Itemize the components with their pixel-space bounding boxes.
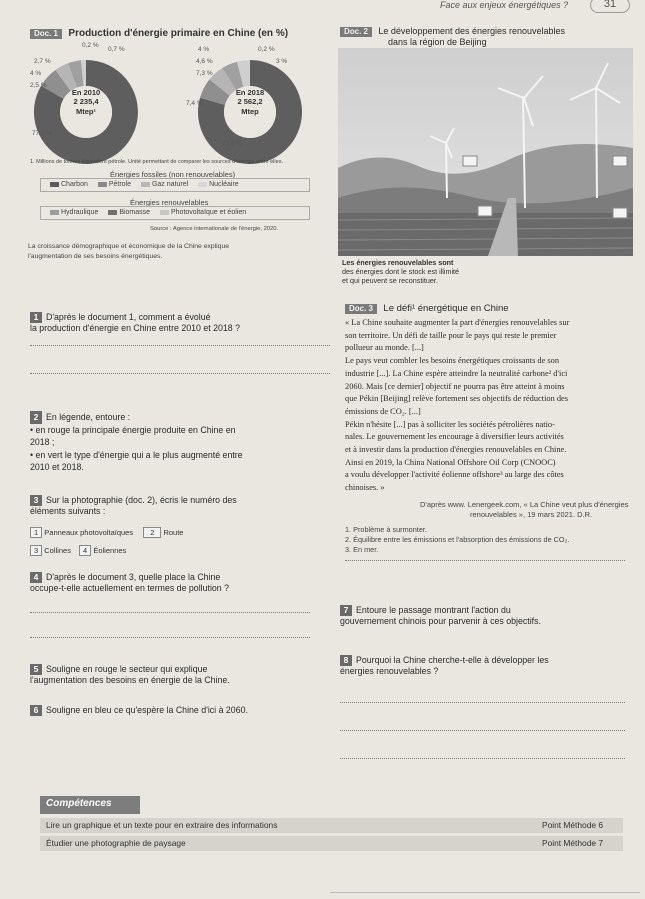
legend-hydro: Hydraulique [61, 209, 99, 216]
question-3 [30, 495, 237, 517]
answer-line-doc3[interactable] [345, 560, 625, 561]
doc1-source: Source : Agence internationale de l'énergie, 2020. [150, 226, 279, 232]
doc1-caption-1: La croissance démographique et économique de la Chine explique [28, 243, 230, 250]
bottom-divider [330, 892, 640, 893]
pie-2010-label: 2,5 % [30, 82, 47, 89]
doc2-header [340, 26, 630, 49]
pie-2010-label: 0,2 % [82, 42, 99, 49]
page-header-text: Face aux enjeux énergétiques ? [440, 0, 569, 10]
answer-line-8a[interactable] [340, 702, 625, 703]
coal-swatch [50, 182, 59, 187]
competence-row-1 [40, 818, 623, 833]
question-1-line: D'après le document 1, comment a évolué [46, 312, 211, 322]
legend-fossil-row [42, 181, 239, 190]
doc2-title-1: Le développement des énergies renouvelables [378, 26, 566, 36]
doc1-header [30, 28, 288, 41]
competence-row-2 [40, 836, 623, 851]
pie-2018-label: 4 % [198, 46, 210, 53]
photo-item-1-number: 1 [30, 527, 42, 538]
question-2-number: 2 [30, 411, 42, 424]
question-8 [340, 655, 549, 677]
competence-1-ref[interactable]: Point Méthode 6 [542, 820, 603, 830]
doc3-title: Le défi¹ énergétique en Chine [383, 303, 509, 314]
doc3-line: Ainsi en 2019, la China National Offshore Oil Corp (CNOOC) [345, 457, 556, 467]
photo-item-2-label: Route [163, 528, 184, 537]
doc1-footnote: 1. Millions de tonnes équivalent pétrole. Unité permettant de comparer les sources d'énergie entre elles. [30, 159, 283, 165]
question-2-line: 2018 ; [30, 437, 55, 448]
doc1-title: Production d'énergie primaire en Chine (en %) [68, 28, 289, 39]
pie-2018-label: 7,3 % [196, 70, 213, 77]
doc3-tag: Doc. 3 [345, 304, 377, 314]
question-1 [30, 312, 240, 334]
doc3-line: pollueur au monde. [...] [345, 343, 424, 353]
question-7-line: Entoure le passage montrant l'action du [356, 605, 511, 615]
doc3-line: que Pékin [Beijing] relève fortement ses objectifs de réduction des [345, 394, 569, 404]
doc2-caption-2: et qui peuvent se reconstituer. [342, 276, 438, 285]
doc2-photo [338, 48, 633, 256]
question-5-line: l'augmentation des besoins en énergie de la Chine. [30, 674, 230, 685]
pie-2010-center [64, 88, 108, 116]
doc3-line: émissions de CO₂. [...] [345, 406, 421, 416]
doc3-text [345, 317, 630, 495]
pie-2010-total: 2 235,4 Mtep¹ [73, 97, 99, 116]
question-4-line: D'après le document 3, quelle place la Chine [46, 572, 221, 582]
question-5-number: 5 [30, 664, 42, 675]
doc3-line: chinoises. » [345, 483, 385, 493]
pie-2018-total: 2 562,2 Mtep [237, 97, 263, 116]
question-7-number: 7 [340, 605, 352, 616]
doc2-tag: Doc. 2 [340, 27, 372, 37]
pie-2010-label: 2,7 % [34, 58, 51, 65]
doc3-header [345, 303, 509, 315]
doc3-note-2: 2. Équilibre entre les émissions et l'absorption des émissions de CO₂. [345, 535, 570, 544]
doc3-line: a voulu développer l'activité éolienne offshore³ au large des côtes [345, 470, 564, 480]
competences-title: Compétences [40, 796, 140, 814]
question-4-line: occupe-t-elle actuellement en termes de pollution ? [30, 582, 230, 593]
question-8-line: énergies renouvelables ? [340, 665, 439, 676]
doc3-line: industrie [...]. La Chine espère atteindre la neutralité carbone² d'ici [345, 368, 568, 378]
question-5 [30, 664, 230, 686]
photo-item-3-label: Collines [44, 546, 71, 555]
photo-item-1-label: Panneaux photovoltaïques [44, 528, 134, 537]
legend-nuclear: Nucléaire [209, 181, 239, 188]
question-2-line: • en rouge la principale énergie produite en Chine en [30, 424, 236, 435]
question-1-number: 1 [30, 312, 42, 323]
nuclear-swatch [198, 182, 207, 187]
pie-2018-label: 7,4 % [186, 100, 203, 107]
photo-item-1 [30, 528, 183, 537]
pie-2018-title: En 2018 [235, 88, 265, 97]
pie-2010-label: 0,7 % [108, 46, 125, 53]
doc3-line: « La Chine souhaite augmenter la part d'énergies renouvelables sur [345, 318, 570, 327]
question-7 [340, 605, 541, 627]
answer-line-4b[interactable] [30, 637, 310, 638]
pie-2018-label: 3 % [276, 58, 288, 65]
question-5-line: Souligne en rouge le secteur qui explique [46, 664, 208, 674]
answer-line-1a[interactable] [30, 345, 330, 346]
photo-item-2-number[interactable]: 2 [143, 527, 161, 538]
question-7-line: gouvernement chinois pour parvenir à ces objectifs. [340, 615, 541, 626]
hydro-swatch [50, 210, 59, 215]
pie-2018-label: 0,2 % [258, 46, 275, 53]
gas-swatch [141, 182, 150, 187]
question-4-number: 4 [30, 572, 42, 583]
doc3-line: Le pays veut combler les besoins énergétiques croissants de son [345, 356, 560, 366]
oil-swatch [98, 182, 107, 187]
question-8-line: Pourquoi la Chine cherche-t-elle à développer les [356, 655, 549, 665]
answer-line-4a[interactable] [30, 612, 310, 613]
doc3-line: nales. Le gouvernement les encourage à diversifier leurs activités [345, 432, 564, 442]
doc3-line: son territoire. Un défi de taille pour le pays qui reste le premier [345, 330, 557, 340]
pie-2018-center [228, 88, 272, 116]
question-3-line: éléments suivants : [30, 505, 106, 516]
legend-biomass: Biomasse [119, 209, 151, 216]
doc3-note-3: 3. En mer. [345, 545, 379, 554]
solar-swatch [160, 210, 169, 215]
competence-2-ref[interactable]: Point Méthode 7 [542, 838, 603, 848]
competence-2-label: Étudier une photographie de paysage [46, 838, 186, 848]
pie-2010-label: 4 % [30, 70, 42, 77]
question-6-number: 6 [30, 705, 42, 716]
question-4 [30, 572, 229, 594]
answer-line-8b[interactable] [340, 730, 625, 731]
legend-renew-title: Énergies renouvelables [130, 198, 209, 207]
pie-2010-title: En 2010 [71, 88, 101, 97]
question-2-line: 2010 et 2018. [30, 462, 84, 473]
legend-gas: Gaz naturel [151, 181, 189, 188]
legend-solar: Photovoltaïque et éolien [171, 209, 247, 216]
doc2-caption-1: des énergies dont le stock est illimité [342, 267, 460, 276]
question-6-line: Souligne en bleu ce qu'espère la Chine d'ici à 2060. [46, 705, 248, 715]
pie-2018-label: 72,6 % [222, 140, 243, 147]
question-1-line: la production d'énergie en Chine entre 2010 et 2018 ? [30, 322, 241, 333]
answer-line-8c[interactable] [340, 758, 625, 759]
doc3-line: 2060. Mais [ce dernier] objectif ne pourra pas être atteint à moins [345, 381, 565, 391]
doc3-note-1: 1. Problème à surmonter. [345, 525, 427, 534]
photo-item-3-number[interactable]: 3 [30, 545, 42, 556]
biomass-swatch [108, 210, 117, 215]
question-2 [30, 411, 243, 474]
question-3-line: Sur la photographie (doc. 2), écris le numéro des [46, 495, 237, 505]
doc3-line: Pékin n'hésite [...] pas à solliciter les sociétés pétrolières natio- [345, 419, 555, 429]
doc3-source-2: renouvelables », 19 mars 2021. D.R. [470, 510, 593, 519]
doc2-title-2: dans la région de Beijing [388, 37, 487, 48]
competence-1-label: Lire un graphique et un texte pour en extraire des informations [46, 820, 278, 830]
photo-item-4-number[interactable]: 4 [79, 545, 91, 556]
legend-oil: Pétrole [108, 181, 131, 188]
doc1-caption-2: l'augmentation de ses besoins énergétiques. [28, 253, 163, 260]
question-3-number: 3 [30, 495, 42, 506]
pie-2018-label: 4,6 % [196, 58, 213, 65]
doc2-caption-title: Les énergies renouvelables sont [342, 258, 454, 267]
photo-item-4-label: Éoliennes [93, 546, 127, 555]
doc1-tag: Doc. 1 [30, 29, 62, 39]
question-8-number: 8 [340, 655, 352, 666]
doc3-source-1: D'après www. Lenergeek.com, « La Chine veut plus d'énergies [420, 500, 629, 509]
doc3-line: et à investir dans la production d'énergies renouvelables en Chine. [345, 445, 567, 455]
legend-renew-row [42, 209, 246, 218]
question-6 [30, 705, 248, 716]
page-number: 31 [590, 0, 630, 13]
pie-2010-label: 77,1 % [32, 130, 53, 137]
answer-line-1b[interactable] [30, 373, 330, 374]
legend-fossil-title: Énergies fossiles (non renouvelables) [110, 170, 236, 179]
question-2-line: En légende, entoure : [46, 412, 131, 422]
photo-item-3 [30, 546, 126, 555]
legend-coal: Charbon [61, 181, 88, 188]
question-2-line: • en vert le type d'énergie qui a le plus augmenté entre [30, 449, 243, 460]
